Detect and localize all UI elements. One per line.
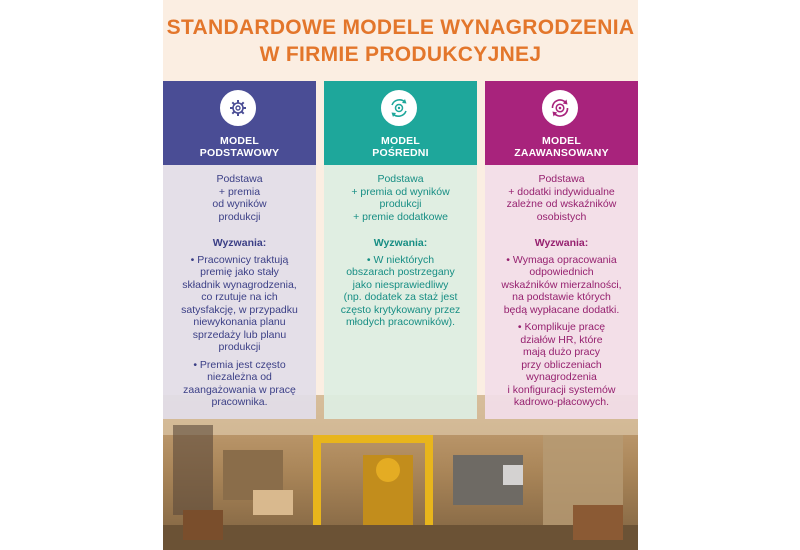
bullet-line: młodych pracowników). [345, 316, 456, 328]
bullet-line: odpowiednich [529, 266, 594, 278]
bullet-line: wskaźników mierzalności, [501, 278, 622, 291]
model-formula [332, 173, 469, 223]
model-line: Podstawa [377, 173, 424, 185]
bullet-line: zaangażowania w pracę [183, 383, 296, 396]
bullet-line: satysfakcję, w przypadku [181, 303, 298, 316]
challenge-bullet [493, 321, 630, 409]
bullet-line: będą wypłacane dodatki. [503, 303, 620, 316]
bullet-line: często krytykowany przez [340, 303, 461, 316]
bullet-line: produkcji [218, 341, 261, 353]
model-line: Podstawa [216, 173, 263, 185]
column-header [485, 81, 638, 165]
column-body [485, 165, 638, 419]
column-title-line-2: POŚREDNI [372, 147, 429, 159]
challenge-bullet [332, 254, 469, 329]
bullet-line: sprzedaży lub planu [192, 328, 287, 341]
bullet-line: premię jako stały [200, 266, 279, 278]
challenge-bullet [171, 254, 308, 354]
bullet-line: • W niektórych [366, 253, 435, 266]
model-line: osobistych [536, 210, 587, 223]
model-line: Podstawa [538, 173, 585, 185]
bullet-line: niezależna od [207, 371, 272, 383]
model-line: + dodatki indywidualne [508, 185, 615, 198]
bullet-line: mają dużo pracy [522, 346, 601, 358]
model-line: produkcji [379, 198, 422, 210]
bullet-line: obszarach postrzegany [346, 266, 455, 278]
column-header [163, 81, 316, 165]
bullet-line: (np. dodatek za staż jest [343, 291, 458, 303]
bullet-line: niewykonania planu [193, 316, 286, 328]
bullet-line: • Wymaga opracowania [506, 253, 617, 266]
bullet-line: • Premia jest często [193, 358, 286, 371]
model-formula [493, 173, 630, 223]
challenges-label: Wyzwania: [534, 237, 589, 249]
challenge-bullet [493, 254, 630, 317]
bullet-line: kadrowo-płacowych. [513, 396, 610, 408]
bullet-line: działów HR, które [520, 333, 603, 346]
column-model-posredni [324, 81, 477, 419]
model-line: zależne od wskaźników [506, 198, 617, 210]
title-line-1: STANDARDOWE MODELE WYNAGRODZENIA [166, 16, 635, 39]
column-title [485, 135, 638, 159]
bullet-line: na podstawie których [512, 291, 611, 303]
column-body [163, 165, 316, 419]
bullet-line: • Pracownicy traktują [190, 253, 289, 266]
bullet-line: pracownika. [211, 396, 268, 408]
bullet-line: przy obliczeniach [521, 358, 602, 371]
infographic [163, 0, 638, 550]
column-title-line-1: MODEL [542, 135, 581, 147]
column-title-line-2: PODSTAWOWY [199, 147, 280, 159]
bullet-line: • Komplikuje pracę [517, 321, 606, 333]
column-title [324, 135, 477, 159]
challenge-bullet [171, 359, 308, 409]
column-title-line-2: ZAAWANSOWANY [514, 147, 609, 159]
column-title-line-1: MODEL [381, 135, 420, 147]
bullet-line: co rzutuje na ich [201, 291, 278, 303]
model-line: produkcji [218, 210, 261, 223]
bullet-line: jako niesprawiedliwy [352, 278, 449, 291]
bullet-line: wynagrodzenia [526, 371, 597, 383]
model-line: + premia [218, 185, 261, 198]
gear-refresh-icon [542, 90, 578, 126]
challenges-label: Wyzwania: [212, 237, 267, 249]
model-line: + premie dodatkowe [353, 210, 448, 223]
title-line-2: W FIRMIE PRODUKCYJNEJ [259, 43, 542, 66]
model-line: + premia od wyników [351, 185, 450, 198]
column-model-zaawansowany [485, 81, 638, 419]
model-formula [171, 173, 308, 223]
model-line: od wyników [212, 198, 267, 210]
column-header [324, 81, 477, 165]
page-title [163, 14, 638, 68]
column-title-line-1: MODEL [220, 135, 259, 147]
gear-icon [220, 90, 256, 126]
bullet-line: składnik wynagrodzenia, [182, 278, 297, 291]
column-body [324, 165, 477, 419]
gear-cycle-icon [381, 90, 417, 126]
bullet-line: i konfiguracji systemów [507, 383, 616, 396]
challenges-label: Wyzwania: [373, 237, 428, 249]
column-model-podstawowy [163, 81, 316, 419]
column-title [163, 135, 316, 159]
